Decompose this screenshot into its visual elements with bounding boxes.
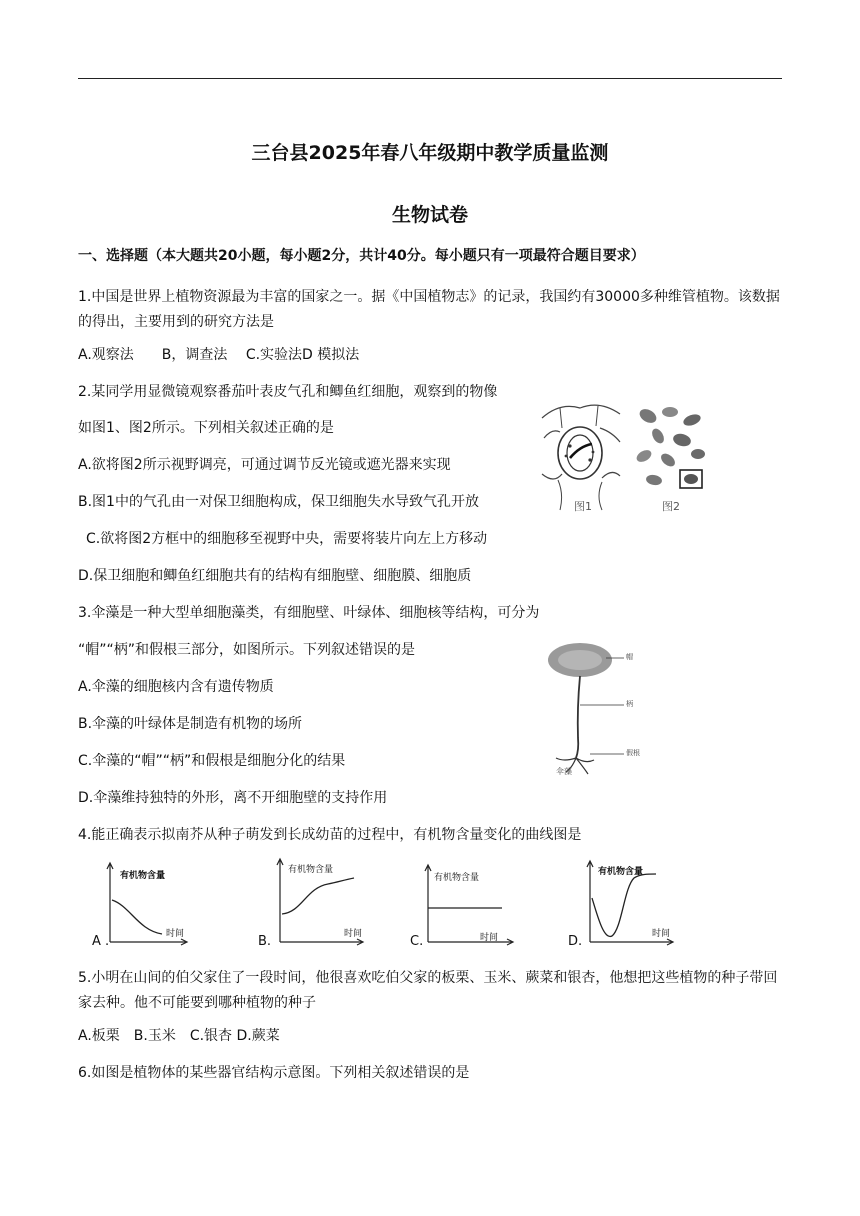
fig2-label: 图2 xyxy=(662,500,680,513)
q3-stem-line1: 3.伞藻是一种大型单细胞藻类，有细胞壁、叶绿体、细胞核等结构，可分为 xyxy=(78,605,540,621)
graph-c-letter: C. xyxy=(410,934,424,949)
exam-title: 三台县2025年春八年级期中教学质量监测 xyxy=(251,142,609,164)
q3-option-c: C.伞藻的“帽”“柄”和假根是细胞分化的结果 xyxy=(78,753,346,769)
q5-stem: 5.小明在山间的伯父家住了一段时间，他很喜欢吃伯父家的板栗、玉米、蕨菜和银杏，他想把这些植物的种子带回家去种。他不可能要到哪种植物的种子 xyxy=(78,970,778,1011)
q2-stem-line1: 2.某同学用显微镜观察番茄叶表皮气孔和鲫鱼红细胞，观察到的物像 xyxy=(78,384,498,400)
q1-stem: 1.中国是世界上植物资源最为丰富的国家之一。据《中国植物志》的记录，我国约有30000多种维管植物。该数据的得出，主要用到的研究方法是 xyxy=(78,289,780,330)
fig-label-stalk: 柄 xyxy=(626,700,633,708)
q3-stem-line2: “帽”“柄”和假根三部分，如图所示。下列叙述错误的是 xyxy=(78,642,416,658)
q3-option-b: B.伞藻的叶绿体是制造有机物的场所 xyxy=(78,716,303,732)
section-heading: 一、选择题（本大题共20小题，每小题2分，共计40分。每小题只有一项最符合题目要求） xyxy=(78,248,645,264)
q5-options: A.板栗 B.玉米 C.银杏 D.蕨菜 xyxy=(78,1028,280,1044)
q1-options: A.观察法 B，调查法 C.实验法D 模拟法 xyxy=(78,347,360,363)
graph-a-ylabel: 有机物含量 xyxy=(120,871,166,881)
exam-subtitle: 生物试卷 xyxy=(391,204,468,226)
q2-option-c: C.欲将图2方框中的细胞移至视野中央，需要将装片向左上方移动 xyxy=(86,531,488,547)
graph-b-letter: B. xyxy=(258,934,272,949)
graph-b-ylabel: 有机物含量 xyxy=(288,865,334,875)
figure-stomata xyxy=(540,398,622,516)
figure-red-blood-cells xyxy=(634,402,710,516)
q2-option-a: A.欲将图2所示视野调亮，可通过调节反光镜或遮光器来实现 xyxy=(78,457,451,473)
q6-stem: 6.如图是植物体的某些器官结构示意图。下列相关叙述错误的是 xyxy=(78,1065,470,1081)
graph-b xyxy=(258,856,368,952)
graph-c xyxy=(408,862,518,952)
q2-option-b: B.图1中的气孔由一对保卫细胞构成，保卫细胞失水导致气孔开放 xyxy=(78,494,479,510)
graph-b-xlabel: 时间 xyxy=(344,929,363,939)
fig-label-root: 假根 xyxy=(626,749,640,757)
graph-a-xlabel: 时间 xyxy=(166,929,185,939)
figure-acetabularia xyxy=(540,638,650,778)
q3-option-a: A.伞藻的细胞核内含有遗传物质 xyxy=(78,679,274,695)
graph-a xyxy=(90,860,190,952)
graph-d xyxy=(568,858,678,952)
graph-d-xlabel: 时间 xyxy=(652,929,671,939)
header-rule xyxy=(78,78,782,79)
graph-a-letter: A . xyxy=(92,934,110,949)
graph-d-letter: D. xyxy=(568,934,583,949)
fig-label-cap: 帽 xyxy=(626,653,633,661)
q2-stem-line2: 如图1、图2所示。下列相关叙述正确的是 xyxy=(78,420,334,436)
graph-c-xlabel: 时间 xyxy=(480,933,499,943)
q2-option-d: D.保卫细胞和鲫鱼红细胞共有的结构有细胞壁、细胞膜、细胞质 xyxy=(78,568,472,584)
graph-d-ylabel: 有机物含量 xyxy=(598,867,644,877)
graph-c-ylabel: 有机物含量 xyxy=(434,873,480,883)
fig1-label: 图1 xyxy=(574,500,592,513)
q4-stem: 4.能正确表示拟南芥从种子萌发到长成幼苗的过程中，有机物含量变化的曲线图是 xyxy=(78,827,582,843)
q3-option-d: D.伞藻维持独特的外形，离不开细胞壁的支持作用 xyxy=(78,790,388,806)
fig-label-name: 伞藻 xyxy=(556,767,572,776)
